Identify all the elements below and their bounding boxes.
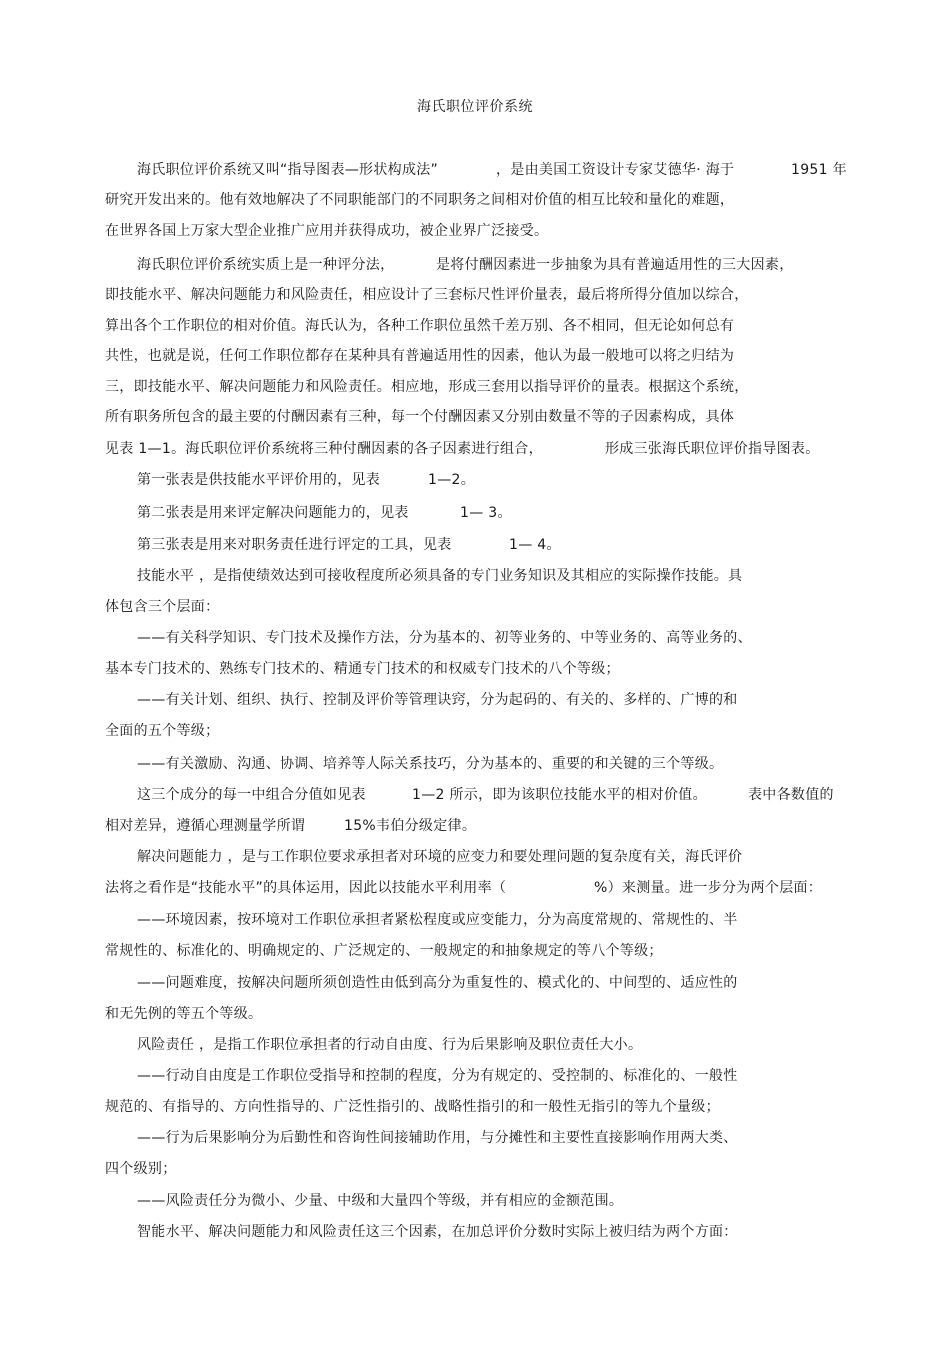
skill-combo-part-b: 1—2 所示，即为该职位技能水平的相对价值。	[412, 787, 707, 803]
problem-dash-2b: 和无先例的等五个等级。	[105, 1006, 263, 1022]
risk-dash-2b: 四个级别；	[105, 1161, 177, 1177]
skill-dash-1a: ——有关科学知识、专门技术及操作方法，分为基本的、初等业务的、中等业务的、高等业务的、	[137, 630, 752, 646]
skill-dash-3: ——有关激励、沟通、协调、培养等人际关系技巧，分为基本的、重要的和关键的三个等级。	[137, 756, 724, 772]
p2-line7-part-a: 见表 1—1。海氏职位评价系统将三种付酬因素的各子因素进行组合，	[105, 441, 543, 457]
risk-dash-2a: ——行为后果影响分为后勤性和咨询性间接辅助作用，与分摊性和主要性直接影响作用两大类、	[137, 1130, 738, 1146]
paragraph-1-line-2: 研究开发出来的。他有效地解决了不同职能部门的不同职务之间相对价值的相互比较和量化的难题，	[105, 192, 735, 208]
skill-dash-2b: 全面的五个等级；	[105, 723, 220, 739]
problem-line2-part-a: 法将之看作是“技能水平”的具体运用，因此以技能水平利用率（	[105, 880, 507, 896]
skill-combo-part-e: 15%韦伯分级定律。	[344, 818, 477, 834]
p1-line1-part-a: 海氏职位评价系统又叫“指导图表—形状构成法”	[137, 162, 439, 178]
skill-combo-part-a: 这三个成分的每一中组合分值如见表	[137, 787, 366, 803]
p1-line1-part-b: ，是由美国工资设计专家艾德华· 海于	[496, 162, 735, 178]
p2-line7-part-b: 形成三张海氏职位评价指导图表。	[605, 441, 820, 457]
paragraph-2-line-3: 算出各个工作职位的相对价值。海氏认为，各种工作职位虽然千差万别、各不相同，但无论如何总有	[105, 318, 735, 334]
table-ref-3-text: 第三张表是用来对职务责任进行评定的工具，见表	[137, 537, 452, 553]
problem-line-1: 解决问题能力 ，是与工作职位要求承担者对环境的应变力和要处理问题的复杂度有关，海氏评价	[137, 849, 743, 865]
skill-dash-1b: 基本专门技术的、熟练专门技术的、精通专门技术的和权威专门技术的八个等级；	[105, 661, 620, 677]
risk-dash-1a: ——行动自由度是工作职位受指导和控制的程度，分为有规定的、受控制的、标准化的、一般性	[137, 1068, 738, 1084]
skill-dash-2a: ——有关计划、组织、执行、控制及评价等管理诀窍，分为起码的、有关的、多样的、广博的和	[137, 692, 738, 708]
problem-line2-part-b: %）来测量。进一步分为两个层面：	[594, 880, 823, 896]
skill-line-1: 技能水平 ，是指使绩效达到可接收程度所必须具备的专门业务知识及其相应的实际操作技能。具	[137, 568, 743, 584]
problem-dash-2a: ——问题难度，按解决问题所须创造性由低到高分为重复性的、模式化的、中间型的、适应性的	[137, 975, 738, 991]
table-ref-1-number: 1—2。	[428, 472, 476, 488]
paragraph-1-line-3: 在世界各国上万家大型企业推广应用并获得成功，被企业界广泛接受。	[105, 223, 549, 239]
risk-dash-3: ——风险责任分为微小、少量、中级和大量四个等级，并有相应的金额范围。	[137, 1193, 624, 1209]
skill-combo-part-c: 表中各数值的	[748, 787, 834, 803]
risk-dash-1b: 规范的、有指导的、方向性指导的、广泛性指引的、战略性指引的和一般性无指引的等九个量级；	[105, 1099, 720, 1115]
table-ref-3-number: 1— 4。	[509, 537, 561, 553]
paragraph-2-line-4: 共性，也就是说，任何工作职位都存在某种具有普遍适用性的因素，他认为最一般地可以将之归结为	[105, 348, 735, 364]
p2-line1-part-b: 是将付酬因素进一步抽象为具有普遍适用性的三大因素，	[436, 257, 794, 273]
problem-dash-1a: ——环境因素，按环境对工作职位承担者紧松程度或应变能力，分为高度常规的、常规性的、半	[137, 912, 738, 928]
paragraph-2-line-2: 即技能水平、解决问题能力和风险责任，相应设计了三套标尺性评价量表，最后将所得分值加以综合，	[105, 287, 749, 303]
problem-dash-1b: 常规性的、标准化的、明确规定的、广泛规定的、一般规定的和抽象规定的等八个等级；	[105, 943, 663, 959]
table-ref-2-text: 第二张表是用来评定解决问题能力的，见表	[137, 505, 409, 521]
skill-line-2: 体包含三个层面：	[105, 599, 220, 615]
table-ref-1-text: 第一张表是供技能水平评价用的，见表	[137, 472, 381, 488]
paragraph-2-line-5: 三，即技能水平、解决问题能力和风险责任。相应地，形成三套用以指导评价的量表。根据这个系统，	[105, 379, 749, 395]
table-ref-2-number: 1— 3。	[460, 505, 512, 521]
risk-line-1: 风险责任 ，是指工作职位承担者的行动自由度、行为后果影响及职位责任大小。	[137, 1037, 643, 1053]
document-title: 海氏职位评价系统	[417, 99, 533, 115]
paragraph-2-line-6: 所有职务所包含的最主要的付酬因素有三种，每一个付酬因素又分别由数量不等的子因素构成，具体	[105, 409, 735, 425]
p2-line1-part-a: 海氏职位评价系统实质上是一种评分法，	[137, 257, 395, 273]
summary-line: 智能水平、解决问题能力和风险责任这三个因素，在加总评价分数时实际上被归结为两个方面：	[137, 1224, 738, 1240]
p1-line1-part-c: 1951 年	[791, 162, 847, 178]
skill-combo-part-d: 相对差异，遵循心理测量学所谓	[105, 818, 306, 834]
